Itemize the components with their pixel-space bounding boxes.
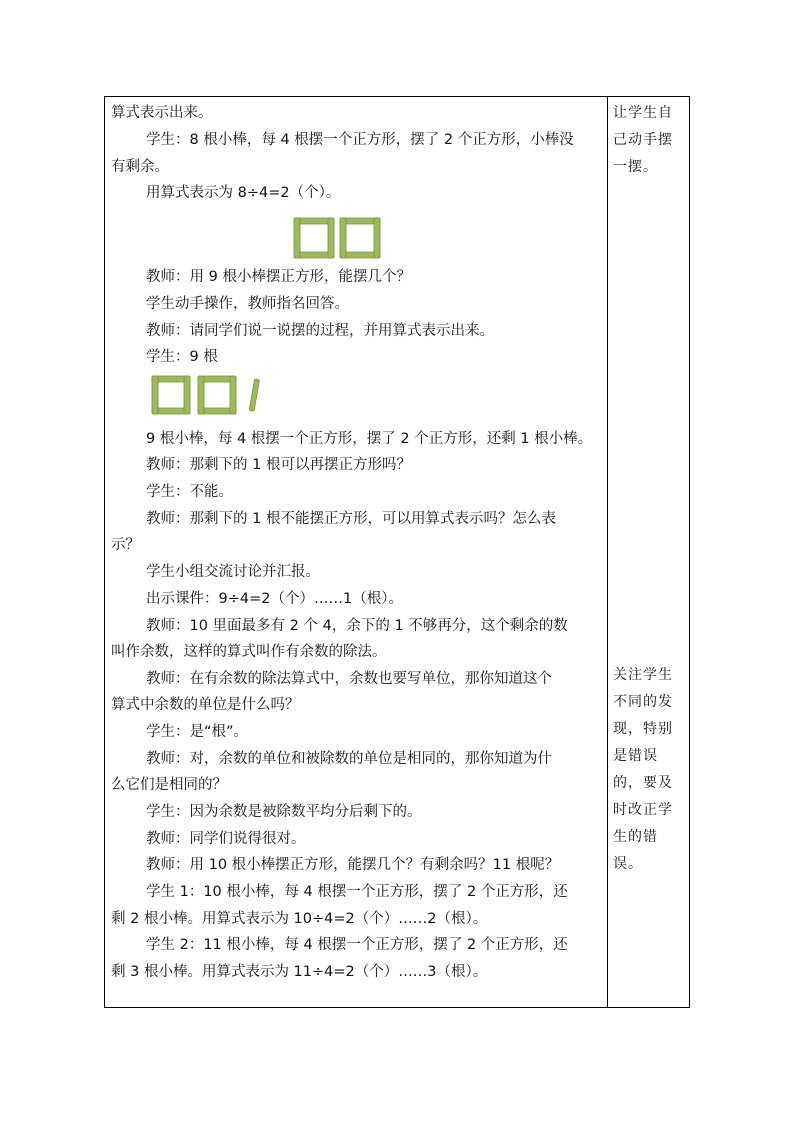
text-line: 算式表示出来。 bbox=[111, 105, 213, 121]
text-line: 出示课件：9÷4=2（个）……1（根）。 bbox=[146, 591, 403, 607]
stick-left bbox=[294, 218, 300, 258]
stick-right bbox=[230, 376, 236, 414]
text-line: 教师：用 10 根小棒摆正方形，能摆几个？有剩余吗？11 根呢？ bbox=[146, 857, 560, 873]
side-note-line: 己动手摆 bbox=[613, 132, 673, 148]
text-line: 么它们是相同的？ bbox=[111, 777, 227, 793]
text-line: 剩 3 根小棒。用算式表示为 11÷4=2（个）……3（根）。 bbox=[111, 964, 488, 980]
column-divider bbox=[607, 97, 608, 1007]
text-line: 学生：9 根 bbox=[146, 349, 218, 365]
side-note-line: 现，特别 bbox=[613, 721, 673, 737]
text-line: 算式中余数的单位是什么吗？ bbox=[111, 697, 300, 713]
text-line: 教师：那剩下的 1 根可以再摆正方形吗？ bbox=[146, 457, 411, 473]
text-line: 学生：因为余数是被除数平均分后剩下的。 bbox=[146, 804, 422, 820]
text-line: 学生：8 根小棒，每 4 根摆一个正方形，摆了 2 个正方形，小棒没 bbox=[146, 132, 574, 148]
side-note-line: 让学生自 bbox=[613, 105, 673, 121]
text-line: 9 根小棒，每 4 根摆一个正方形，摆了 2 个正方形，还剩 1 根小棒。 bbox=[146, 431, 593, 447]
text-line: 教师：请同学们说一说摆的过程，并用算式表示出来。 bbox=[146, 323, 494, 339]
stick-left bbox=[340, 218, 346, 258]
stick-right bbox=[328, 218, 334, 258]
side-note-line: 误。 bbox=[613, 856, 643, 872]
side-note-line: 时改正学 bbox=[613, 802, 673, 818]
sticks-figure-two-squares-one-stick bbox=[151, 375, 281, 417]
side-note-line: 关注学生 bbox=[613, 667, 673, 683]
text-line: 教师：同学们说得很对。 bbox=[146, 831, 306, 847]
text-line: 教师：那剩下的 1 根不能摆正方形，可以用算式表示吗？怎么表 bbox=[146, 511, 556, 527]
text-line: 教师：对，余数的单位和被除数的单位是相同的，那你知道为什 bbox=[146, 751, 552, 767]
stick-right bbox=[374, 218, 380, 258]
stick-right bbox=[184, 376, 190, 414]
side-note-line: 生的错 bbox=[613, 829, 658, 845]
text-line: 教师：10 里面最多有 2 个 4，余下的 1 不够再分，这个剩余的数 bbox=[146, 618, 568, 634]
text-line: 有剩余。 bbox=[111, 159, 169, 175]
text-line: 叫作余数，这样的算式叫作有余数的除法。 bbox=[111, 644, 387, 660]
text-line: 学生 2：11 根小棒，每 4 根摆一个正方形，摆了 2 个正方形，还 bbox=[146, 937, 568, 953]
loose-stick bbox=[249, 379, 259, 411]
text-line: 教师：在有余数的除法算式中，余数也要写单位，那你知道这个 bbox=[146, 671, 552, 687]
text-line: 剩 2 根小棒。用算式表示为 10÷4=2（个）……2（根）。 bbox=[111, 911, 488, 927]
sticks-figure-two-squares bbox=[293, 217, 393, 259]
text-line: 学生小组交流讨论并汇报。 bbox=[146, 564, 320, 580]
text-line: 学生 1：10 根小棒，每 4 根摆一个正方形，摆了 2 个正方形，还 bbox=[146, 884, 568, 900]
text-line: 示？ bbox=[111, 537, 140, 553]
stick-left bbox=[198, 376, 204, 414]
side-note-line: 的，要及 bbox=[613, 775, 673, 791]
text-line: 教师：用 9 根小棒摆正方形，能摆几个？ bbox=[146, 269, 411, 285]
text-line: 用算式表示为 8÷4=2（个）。 bbox=[146, 185, 341, 201]
side-note-line: 一摆。 bbox=[613, 159, 658, 175]
text-line: 学生动手操作，教师指名回答。 bbox=[146, 296, 349, 312]
text-line: 学生：不能。 bbox=[146, 484, 233, 500]
lesson-table bbox=[104, 96, 690, 1008]
text-line: 学生：是“根”。 bbox=[146, 724, 249, 740]
side-note-line: 是错误 bbox=[613, 748, 658, 764]
stick-left bbox=[152, 376, 158, 414]
side-note-line: 不同的发 bbox=[613, 694, 673, 710]
